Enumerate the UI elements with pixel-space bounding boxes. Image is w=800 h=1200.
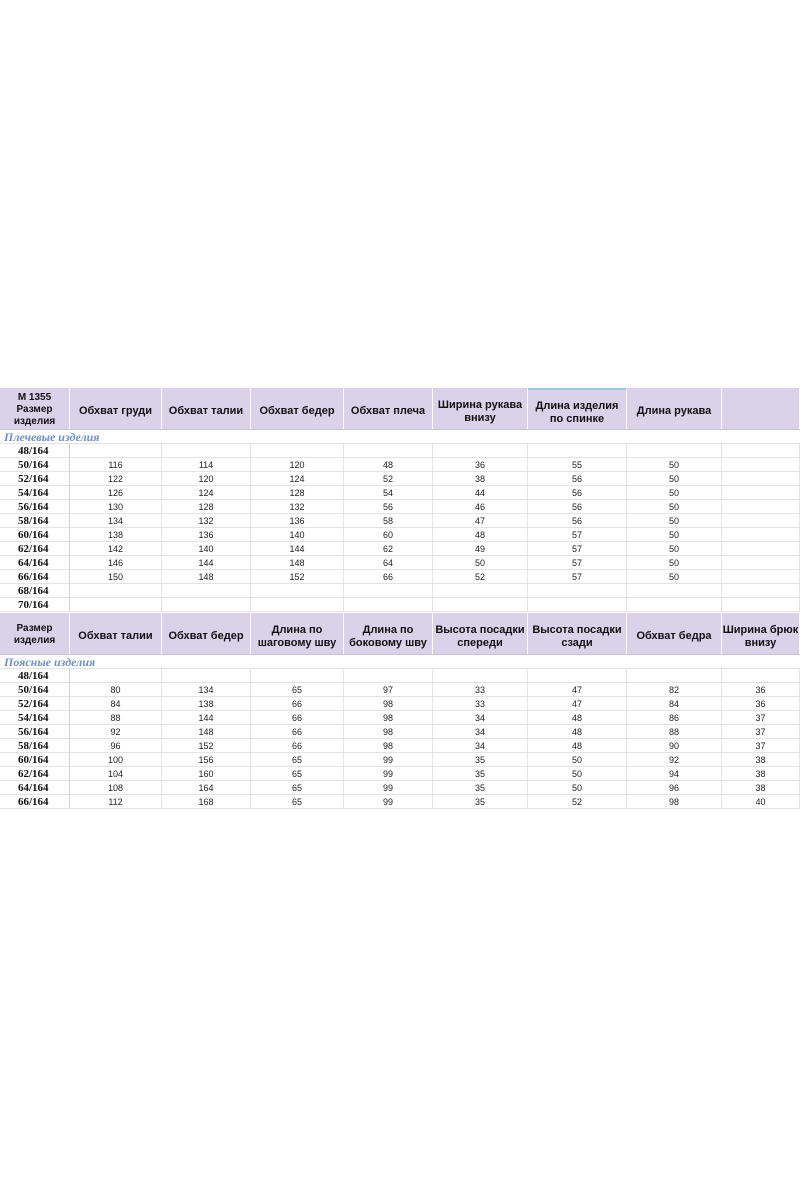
size-label: Размер изделия bbox=[13, 403, 56, 427]
table-row bbox=[0, 711, 800, 725]
value-cell[interactable]: 84 bbox=[627, 697, 722, 710]
value-cell[interactable]: 65 bbox=[251, 767, 344, 780]
column-header[interactable]: Обхват бедра bbox=[627, 613, 722, 654]
size-cell[interactable]: 60/164 bbox=[0, 753, 70, 766]
value-cell[interactable]: 66 bbox=[251, 739, 344, 752]
table-row bbox=[0, 528, 800, 542]
value-cell[interactable]: 57 bbox=[528, 542, 627, 555]
table-row bbox=[0, 739, 800, 753]
value-cell[interactable]: 140 bbox=[251, 528, 344, 541]
lower-size-table bbox=[0, 613, 800, 809]
value-cell[interactable]: 34 bbox=[433, 725, 528, 738]
value-cell[interactable] bbox=[251, 584, 344, 597]
section-row bbox=[0, 430, 800, 444]
size-cell[interactable]: 66/164 bbox=[0, 570, 70, 583]
value-cell[interactable]: 50 bbox=[528, 767, 627, 780]
value-cell[interactable]: 88 bbox=[627, 725, 722, 738]
value-cell[interactable]: 33 bbox=[433, 683, 528, 696]
table-row bbox=[0, 753, 800, 767]
value-cell[interactable]: 37 bbox=[722, 739, 800, 752]
value-cell[interactable]: 38 bbox=[722, 781, 800, 794]
size-cell[interactable]: 50/164 bbox=[0, 458, 70, 471]
table-row bbox=[0, 683, 800, 697]
value-cell[interactable] bbox=[722, 598, 800, 611]
value-cell[interactable]: 65 bbox=[251, 683, 344, 696]
value-cell[interactable] bbox=[251, 669, 344, 682]
size-cell[interactable]: 52/164 bbox=[0, 697, 70, 710]
value-cell[interactable]: 50 bbox=[627, 514, 722, 527]
value-cell[interactable]: 130 bbox=[70, 500, 162, 513]
table-row bbox=[0, 486, 800, 500]
value-cell[interactable]: 124 bbox=[162, 486, 251, 499]
value-cell[interactable] bbox=[251, 598, 344, 611]
table-row bbox=[0, 556, 800, 570]
value-cell[interactable]: 88 bbox=[70, 711, 162, 724]
value-cell[interactable]: 148 bbox=[251, 556, 344, 569]
value-cell[interactable]: 144 bbox=[162, 711, 251, 724]
value-cell[interactable]: 100 bbox=[70, 753, 162, 766]
value-cell[interactable]: 132 bbox=[162, 514, 251, 527]
table-row bbox=[0, 500, 800, 514]
size-cell[interactable]: 64/164 bbox=[0, 556, 70, 569]
value-cell[interactable]: 66 bbox=[251, 711, 344, 724]
value-cell[interactable]: 96 bbox=[627, 781, 722, 794]
table-row bbox=[0, 514, 800, 528]
value-cell[interactable]: 132 bbox=[251, 500, 344, 513]
table-row bbox=[0, 458, 800, 472]
table-row bbox=[0, 725, 800, 739]
value-cell[interactable]: 114 bbox=[162, 458, 251, 471]
value-cell[interactable] bbox=[344, 598, 433, 611]
value-cell[interactable]: 34 bbox=[433, 739, 528, 752]
size-cell[interactable]: 54/164 bbox=[0, 711, 70, 724]
value-cell[interactable]: 92 bbox=[627, 753, 722, 766]
value-cell[interactable]: 80 bbox=[70, 683, 162, 696]
value-cell[interactable]: 36 bbox=[433, 458, 528, 471]
value-cell[interactable]: 98 bbox=[627, 795, 722, 808]
value-cell[interactable]: 55 bbox=[528, 458, 627, 471]
value-cell[interactable]: 66 bbox=[344, 570, 433, 583]
value-cell[interactable]: 128 bbox=[251, 486, 344, 499]
value-cell[interactable] bbox=[722, 514, 800, 527]
value-cell[interactable]: 33 bbox=[433, 697, 528, 710]
size-cell[interactable]: 58/164 bbox=[0, 514, 70, 527]
table-row bbox=[0, 697, 800, 711]
value-cell[interactable]: 56 bbox=[344, 500, 433, 513]
value-cell[interactable]: 152 bbox=[162, 739, 251, 752]
value-cell[interactable] bbox=[528, 598, 627, 611]
value-cell[interactable]: 48 bbox=[528, 725, 627, 738]
value-cell[interactable]: 120 bbox=[251, 458, 344, 471]
value-cell[interactable]: 65 bbox=[251, 781, 344, 794]
value-cell[interactable]: 65 bbox=[251, 753, 344, 766]
value-cell[interactable]: 56 bbox=[528, 500, 627, 513]
value-cell[interactable]: 48 bbox=[433, 528, 528, 541]
value-cell[interactable]: 50 bbox=[627, 458, 722, 471]
value-cell[interactable] bbox=[251, 444, 344, 457]
size-cell[interactable]: 54/164 bbox=[0, 486, 70, 499]
value-cell[interactable]: 92 bbox=[70, 725, 162, 738]
value-cell[interactable]: 34 bbox=[433, 711, 528, 724]
value-cell[interactable] bbox=[722, 472, 800, 485]
value-cell[interactable]: 50 bbox=[627, 500, 722, 513]
value-cell[interactable]: 40 bbox=[722, 795, 800, 808]
header-row bbox=[0, 613, 800, 655]
value-cell[interactable]: 66 bbox=[251, 697, 344, 710]
column-header[interactable]: Обхват талии bbox=[162, 388, 251, 429]
value-cell[interactable] bbox=[722, 669, 800, 682]
value-cell[interactable]: 48 bbox=[528, 711, 627, 724]
value-cell[interactable]: 64 bbox=[344, 556, 433, 569]
value-cell[interactable]: 57 bbox=[528, 556, 627, 569]
value-cell[interactable]: 148 bbox=[162, 570, 251, 583]
value-cell[interactable]: 99 bbox=[344, 795, 433, 808]
value-cell[interactable]: 82 bbox=[627, 683, 722, 696]
table-row bbox=[0, 570, 800, 584]
column-header[interactable]: Обхват плеча bbox=[344, 388, 433, 429]
value-cell[interactable] bbox=[162, 598, 251, 611]
value-cell[interactable]: 50 bbox=[528, 753, 627, 766]
value-cell[interactable]: 98 bbox=[344, 725, 433, 738]
value-cell[interactable]: 35 bbox=[433, 753, 528, 766]
size-cell[interactable]: 66/164 bbox=[0, 795, 70, 808]
value-cell[interactable]: 62 bbox=[344, 542, 433, 555]
value-cell[interactable]: 48 bbox=[344, 458, 433, 471]
value-cell[interactable]: 54 bbox=[344, 486, 433, 499]
value-cell[interactable]: 65 bbox=[251, 795, 344, 808]
value-cell[interactable] bbox=[722, 556, 800, 569]
column-header[interactable] bbox=[722, 388, 800, 429]
size-cell[interactable]: 62/164 bbox=[0, 767, 70, 780]
value-cell[interactable]: 37 bbox=[722, 711, 800, 724]
value-cell[interactable]: 152 bbox=[251, 570, 344, 583]
column-header[interactable]: Обхват талии bbox=[70, 613, 162, 654]
size-cell[interactable]: 60/164 bbox=[0, 528, 70, 541]
value-cell[interactable] bbox=[528, 444, 627, 457]
value-cell[interactable]: 50 bbox=[627, 542, 722, 555]
value-cell[interactable]: 164 bbox=[162, 781, 251, 794]
value-cell[interactable] bbox=[344, 444, 433, 457]
section-title: Поясные изделия bbox=[4, 655, 96, 669]
column-header[interactable]: Обхват бедер bbox=[251, 388, 344, 429]
section-row bbox=[0, 655, 800, 669]
value-cell[interactable]: 36 bbox=[722, 697, 800, 710]
column-header[interactable]: Обхват бедер bbox=[162, 613, 251, 654]
value-cell[interactable] bbox=[70, 669, 162, 682]
value-cell[interactable]: 56 bbox=[528, 486, 627, 499]
value-cell[interactable]: 168 bbox=[162, 795, 251, 808]
size-column-header[interactable] bbox=[0, 388, 70, 429]
table-row bbox=[0, 669, 800, 683]
value-cell[interactable]: 94 bbox=[627, 767, 722, 780]
value-cell[interactable]: 140 bbox=[162, 542, 251, 555]
value-cell[interactable] bbox=[433, 444, 528, 457]
value-cell[interactable]: 44 bbox=[433, 486, 528, 499]
upper-size-table bbox=[0, 388, 800, 612]
value-cell[interactable] bbox=[627, 598, 722, 611]
value-cell[interactable]: 48 bbox=[528, 739, 627, 752]
value-cell[interactable] bbox=[344, 669, 433, 682]
value-cell[interactable]: 108 bbox=[70, 781, 162, 794]
size-cell[interactable]: 70/164 bbox=[0, 598, 70, 611]
size-cell[interactable]: 62/164 bbox=[0, 542, 70, 555]
value-cell[interactable] bbox=[722, 486, 800, 499]
value-cell[interactable]: 56 bbox=[528, 514, 627, 527]
value-cell[interactable]: 120 bbox=[162, 472, 251, 485]
header-row bbox=[0, 388, 800, 430]
value-cell[interactable]: 116 bbox=[70, 458, 162, 471]
column-header[interactable]: Длина по боковому шву bbox=[344, 613, 433, 654]
value-cell[interactable]: 50 bbox=[528, 781, 627, 794]
size-cell[interactable]: 58/164 bbox=[0, 739, 70, 752]
table-row bbox=[0, 584, 800, 598]
size-cell[interactable]: 68/164 bbox=[0, 584, 70, 597]
value-cell[interactable]: 126 bbox=[70, 486, 162, 499]
value-cell[interactable]: 58 bbox=[344, 514, 433, 527]
value-cell[interactable]: 50 bbox=[433, 556, 528, 569]
value-cell[interactable] bbox=[722, 528, 800, 541]
value-cell[interactable]: 38 bbox=[433, 472, 528, 485]
value-cell[interactable]: 60 bbox=[344, 528, 433, 541]
value-cell[interactable]: 50 bbox=[627, 472, 722, 485]
value-cell[interactable]: 112 bbox=[70, 795, 162, 808]
value-cell[interactable]: 134 bbox=[162, 683, 251, 696]
value-cell[interactable]: 150 bbox=[70, 570, 162, 583]
column-header[interactable]: Длина изделия по спинке bbox=[528, 388, 627, 429]
value-cell[interactable] bbox=[722, 542, 800, 555]
column-header[interactable]: Обхват груди bbox=[70, 388, 162, 429]
value-cell[interactable] bbox=[722, 500, 800, 513]
value-cell[interactable] bbox=[162, 584, 251, 597]
value-cell[interactable]: 97 bbox=[344, 683, 433, 696]
column-header[interactable]: Высота посадки спереди bbox=[433, 613, 528, 654]
value-cell[interactable] bbox=[433, 584, 528, 597]
size-cell[interactable]: 56/164 bbox=[0, 500, 70, 513]
value-cell[interactable]: 38 bbox=[722, 753, 800, 766]
value-cell[interactable]: 86 bbox=[627, 711, 722, 724]
value-cell[interactable]: 138 bbox=[162, 697, 251, 710]
value-cell[interactable]: 49 bbox=[433, 542, 528, 555]
size-cell[interactable]: 50/164 bbox=[0, 683, 70, 696]
value-cell[interactable]: 84 bbox=[70, 697, 162, 710]
value-cell[interactable]: 37 bbox=[722, 725, 800, 738]
table-row bbox=[0, 542, 800, 556]
value-cell[interactable]: 136 bbox=[251, 514, 344, 527]
value-cell[interactable] bbox=[433, 669, 528, 682]
value-cell[interactable] bbox=[70, 584, 162, 597]
value-cell[interactable]: 98 bbox=[344, 697, 433, 710]
value-cell[interactable]: 57 bbox=[528, 570, 627, 583]
value-cell[interactable]: 142 bbox=[70, 542, 162, 555]
value-cell[interactable] bbox=[433, 598, 528, 611]
value-cell[interactable] bbox=[722, 570, 800, 583]
value-cell[interactable] bbox=[722, 584, 800, 597]
size-cell[interactable]: 48/164 bbox=[0, 669, 70, 682]
value-cell[interactable]: 99 bbox=[344, 781, 433, 794]
value-cell[interactable]: 160 bbox=[162, 767, 251, 780]
value-cell[interactable] bbox=[627, 669, 722, 682]
value-cell[interactable]: 38 bbox=[722, 767, 800, 780]
value-cell[interactable] bbox=[627, 444, 722, 457]
value-cell[interactable]: 148 bbox=[162, 725, 251, 738]
value-cell[interactable]: 66 bbox=[251, 725, 344, 738]
value-cell[interactable] bbox=[70, 444, 162, 457]
value-cell[interactable]: 57 bbox=[528, 528, 627, 541]
value-cell[interactable] bbox=[344, 584, 433, 597]
table-row bbox=[0, 598, 800, 612]
value-cell[interactable]: 47 bbox=[433, 514, 528, 527]
value-cell[interactable]: 90 bbox=[627, 739, 722, 752]
value-cell[interactable]: 56 bbox=[528, 472, 627, 485]
value-cell[interactable]: 144 bbox=[162, 556, 251, 569]
size-cell[interactable]: 64/164 bbox=[0, 781, 70, 794]
column-header[interactable]: Ширина брюк внизу bbox=[722, 613, 800, 654]
value-cell[interactable]: 98 bbox=[344, 739, 433, 752]
value-cell[interactable] bbox=[528, 584, 627, 597]
value-cell[interactable]: 36 bbox=[722, 683, 800, 696]
value-cell[interactable]: 96 bbox=[70, 739, 162, 752]
size-cell[interactable]: 48/164 bbox=[0, 444, 70, 457]
value-cell[interactable]: 50 bbox=[627, 556, 722, 569]
value-cell[interactable]: 156 bbox=[162, 753, 251, 766]
size-cell[interactable]: 56/164 bbox=[0, 725, 70, 738]
value-cell[interactable]: 134 bbox=[70, 514, 162, 527]
value-cell[interactable] bbox=[70, 598, 162, 611]
table-row bbox=[0, 472, 800, 486]
section-title: Плечевые изделия bbox=[4, 430, 100, 444]
value-cell[interactable]: 99 bbox=[344, 767, 433, 780]
value-cell[interactable] bbox=[162, 669, 251, 682]
value-cell[interactable]: 144 bbox=[251, 542, 344, 555]
size-cell[interactable]: 52/164 bbox=[0, 472, 70, 485]
value-cell[interactable]: 122 bbox=[70, 472, 162, 485]
value-cell[interactable]: 35 bbox=[433, 795, 528, 808]
value-cell[interactable]: 50 bbox=[627, 486, 722, 499]
column-header[interactable]: Ширина рукава внизу bbox=[433, 388, 528, 429]
column-header[interactable]: Высота посадки сзади bbox=[528, 613, 627, 654]
value-cell[interactable] bbox=[722, 458, 800, 471]
value-cell[interactable]: 52 bbox=[433, 570, 528, 583]
value-cell[interactable]: 136 bbox=[162, 528, 251, 541]
value-cell[interactable]: 52 bbox=[344, 472, 433, 485]
value-cell[interactable]: 104 bbox=[70, 767, 162, 780]
value-cell[interactable]: 50 bbox=[627, 528, 722, 541]
value-cell[interactable]: 47 bbox=[528, 697, 627, 710]
value-cell[interactable] bbox=[722, 444, 800, 457]
value-cell[interactable]: 146 bbox=[70, 556, 162, 569]
value-cell[interactable] bbox=[162, 444, 251, 457]
value-cell[interactable]: 35 bbox=[433, 781, 528, 794]
table-row bbox=[0, 781, 800, 795]
column-header[interactable]: Длина рукава bbox=[627, 388, 722, 429]
value-cell[interactable]: 50 bbox=[627, 570, 722, 583]
column-header[interactable]: Длина по шаговому шву bbox=[251, 613, 344, 654]
value-cell[interactable]: 46 bbox=[433, 500, 528, 513]
model-number: М 1355 bbox=[17, 391, 52, 403]
value-cell[interactable]: 47 bbox=[528, 683, 627, 696]
value-cell[interactable]: 99 bbox=[344, 753, 433, 766]
value-cell[interactable]: 52 bbox=[528, 795, 627, 808]
value-cell[interactable] bbox=[528, 669, 627, 682]
size-column-header[interactable]: Размер изделия bbox=[0, 613, 70, 654]
value-cell[interactable]: 35 bbox=[433, 767, 528, 780]
value-cell[interactable]: 124 bbox=[251, 472, 344, 485]
table-row bbox=[0, 795, 800, 809]
table-row bbox=[0, 767, 800, 781]
value-cell[interactable]: 128 bbox=[162, 500, 251, 513]
value-cell[interactable]: 98 bbox=[344, 711, 433, 724]
value-cell[interactable]: 138 bbox=[70, 528, 162, 541]
table-row bbox=[0, 444, 800, 458]
value-cell[interactable] bbox=[627, 584, 722, 597]
